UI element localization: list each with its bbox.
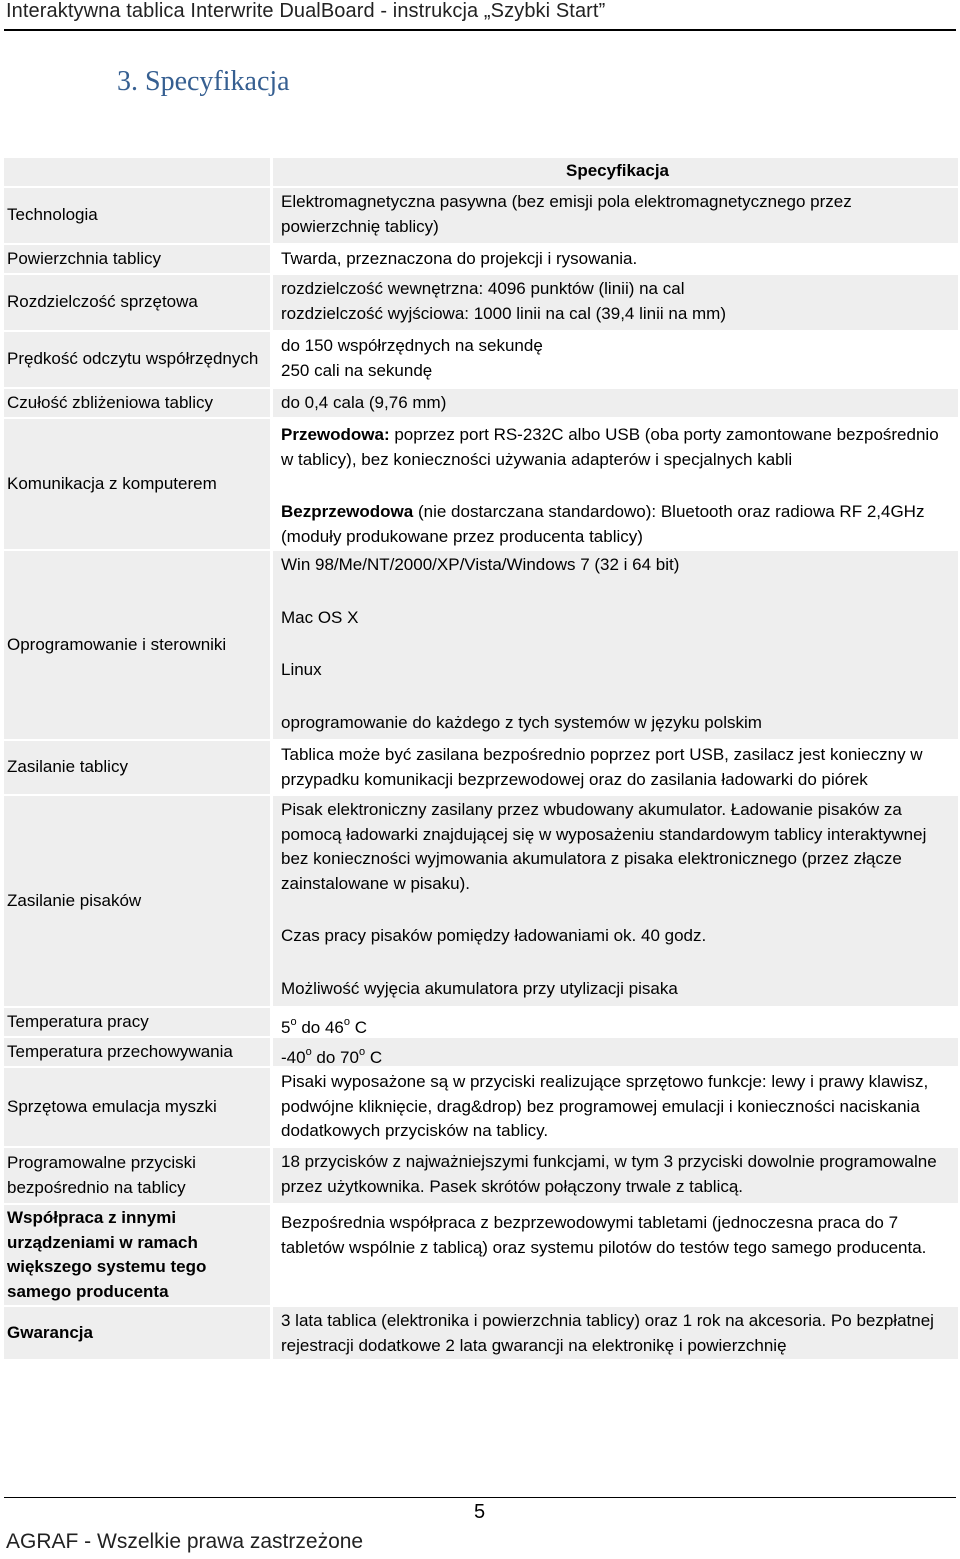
row-label: Gwarancja xyxy=(4,1307,270,1359)
row-label: Oprogramowanie i sterowniki xyxy=(4,551,270,739)
row-value xyxy=(273,389,958,417)
row-value xyxy=(273,1307,958,1359)
value-line: Mac OS X xyxy=(281,607,359,627)
table-row xyxy=(4,796,958,1006)
wireless-text: (nie dostarczana standardowo): Bluetooth oraz radiowa RF 2,4GHz (moduły produkowane przez producenta tablicy) xyxy=(281,502,925,546)
row-label: Prędkość odczytu współrzędnych xyxy=(4,332,270,387)
value-line: Elektromagnetyczna pasywna (bez emisji pola elektromagnetycznego przez xyxy=(281,192,852,211)
degree-sign: o xyxy=(343,1016,350,1028)
table-row xyxy=(4,1307,958,1359)
row-label: Rozdzielczość sprzętowa xyxy=(4,275,270,330)
temp-max: do 70 xyxy=(311,1048,359,1067)
value-line: Win 98/Me/NT/2000/XP/Vista/Windows 7 (32 i 64 bit) xyxy=(281,555,680,574)
value-line: 18 przycisków z najważniejszymi funkcjami, w tym 3 przyciski dowolnie programowalne przez użytkownika. Pasek skrótów połączony trwale z tablicą. xyxy=(281,1152,937,1196)
row-label: Temperatura przechowywania xyxy=(4,1038,270,1066)
header-divider xyxy=(4,29,956,31)
wired-label: Przewodowa: xyxy=(281,425,390,444)
value-line: Bezpośrednia współpraca z bezprzewodowymi tabletami (jednoczesna praca do 7 tabletów wspólnie z tablicą) oraz systemu pilotów do testów tego samego producenta. xyxy=(281,1213,927,1257)
footer-text: AGRAF - Wszelkie prawa zastrzeżone xyxy=(6,1530,364,1553)
value-line: rozdzielczość wewnętrzna: 4096 punktów (linii) na cal xyxy=(281,279,685,298)
row-value xyxy=(273,1205,958,1305)
value-line: do 150 współrzędnych na sekundę xyxy=(281,336,543,355)
table-header-row xyxy=(4,158,958,186)
table-row xyxy=(4,389,958,417)
wired-text: poprzez port RS-232C albo USB (oba porty zamontowane bezpośrednio w tablicy), bez konieczności używania adapterów i specjalnych kabli xyxy=(281,425,939,469)
row-value xyxy=(273,551,958,739)
value-line: Możliwość wyjęcia akumulatora przy utylizacji pisaka xyxy=(281,978,678,998)
value-line: rozdzielczość wyjściowa: 1000 linii na cal (39,4 linii na mm) xyxy=(281,303,727,323)
row-label: Temperatura pracy xyxy=(4,1008,270,1036)
row-value xyxy=(273,741,958,794)
section-title: 3. Specyfikacja xyxy=(117,66,290,97)
row-label: Programowalne przyciski bezpośrednio na tablicy xyxy=(4,1148,270,1203)
row-label: Technologia xyxy=(4,188,270,243)
value-line xyxy=(281,423,954,472)
footer-divider xyxy=(4,1497,956,1498)
page-number: 5 xyxy=(474,1501,486,1523)
value-line: Pisaki wyposażone są w przyciski realizujące sprzętowo funkcje: lewy i prawy klawisz, podwójne kliknięcie, drag&drop) bez programowej emulacji i konieczności naciskania dodatkowych przycisków na tablicy. xyxy=(281,1072,929,1140)
row-label: Zasilanie tablicy xyxy=(4,741,270,794)
table-row xyxy=(4,1205,958,1305)
table-header-empty-cell xyxy=(4,158,270,186)
row-value xyxy=(273,796,958,1006)
value-line: Twarda, przeznaczona do projekcji i rysowania. xyxy=(281,249,638,268)
table-row xyxy=(4,188,958,243)
wireless-label: Bezprzewodowa xyxy=(281,502,414,521)
row-value xyxy=(273,419,958,549)
value-line: 3 lata tablica (elektronika i powierzchnia tablicy) oraz 1 rok na akcesoria. Po bezpłatnej rejestracji dodatkowe 2 lata gwarancji na elektronikę i powierzchnię xyxy=(281,1311,934,1355)
table-heading: Specyfikacja xyxy=(273,158,958,186)
row-label: Czułość zbliżeniowa tablicy xyxy=(4,389,270,417)
row-label: Zasilanie pisaków xyxy=(4,796,270,1006)
temp-min: -40 xyxy=(281,1048,306,1067)
row-value xyxy=(273,332,958,387)
temp-unit: C xyxy=(349,1018,367,1037)
row-value xyxy=(273,1008,958,1036)
row-label: Komunikacja z komputerem xyxy=(4,419,270,549)
temp-unit: C xyxy=(365,1048,383,1067)
table-row xyxy=(4,1068,958,1146)
degree-sign: o xyxy=(358,1046,366,1058)
row-value xyxy=(273,188,958,243)
table-row xyxy=(4,245,958,273)
row-value xyxy=(273,275,958,330)
value-line: Czas pracy pisaków pomiędzy ładowaniami ok. 40 godz. xyxy=(281,926,707,945)
table-row xyxy=(4,741,958,794)
value-line: powierzchnię tablicy) xyxy=(281,216,439,236)
table-row xyxy=(4,419,958,549)
table-row xyxy=(4,1038,958,1066)
row-label: Powierzchnia tablicy xyxy=(4,245,270,273)
row-value xyxy=(273,1038,958,1066)
table-row xyxy=(4,1008,958,1036)
value-line: Pisak elektroniczny zasilany przez wbudowany akumulator. Ładowanie pisaków za pomocą ładowarki znajdującej się w wyposażeniu standardowym tablicy interaktywnej bez konieczności wyjmowania akumulatora z pisaka elektronicznego (przez złącze zainstalowane w pisaku). xyxy=(281,800,927,893)
temp-min: 5 xyxy=(281,1018,291,1037)
value-line: Tablica może być zasilana bezpośrednio poprzez port USB, zasilacz jest konieczny w przypadku komunikacji bezprzewodowej oraz do zasilania ładowarki do piórek xyxy=(281,745,923,789)
row-value xyxy=(273,245,958,273)
value-line: oprogramowanie do każdego z tych systemów w języku polskim xyxy=(281,712,762,732)
table-row xyxy=(4,1148,958,1203)
value-line: 250 cali na sekundę xyxy=(281,360,433,380)
table-row xyxy=(4,275,958,330)
temp-max: do 46 xyxy=(296,1018,344,1037)
value-line: Linux xyxy=(281,660,322,679)
row-label: Współpraca z innymi urządzeniami w ramach większego systemu tego samego producenta xyxy=(4,1205,270,1305)
row-label: Sprzętowa emulacja myszki xyxy=(4,1068,270,1146)
document-header-title: Interaktywna tablica Interwrite DualBoard - instrukcja „Szybki Start” xyxy=(6,0,606,22)
spec-table xyxy=(4,158,958,1361)
table-row xyxy=(4,551,958,739)
row-value xyxy=(273,1148,958,1203)
value-line xyxy=(281,500,954,549)
degree-sign: o xyxy=(290,1016,297,1028)
value-line: do 0,4 cala (9,76 mm) xyxy=(281,393,447,412)
degree-sign: o xyxy=(305,1046,312,1058)
row-value xyxy=(273,1068,958,1146)
table-row xyxy=(4,332,958,387)
